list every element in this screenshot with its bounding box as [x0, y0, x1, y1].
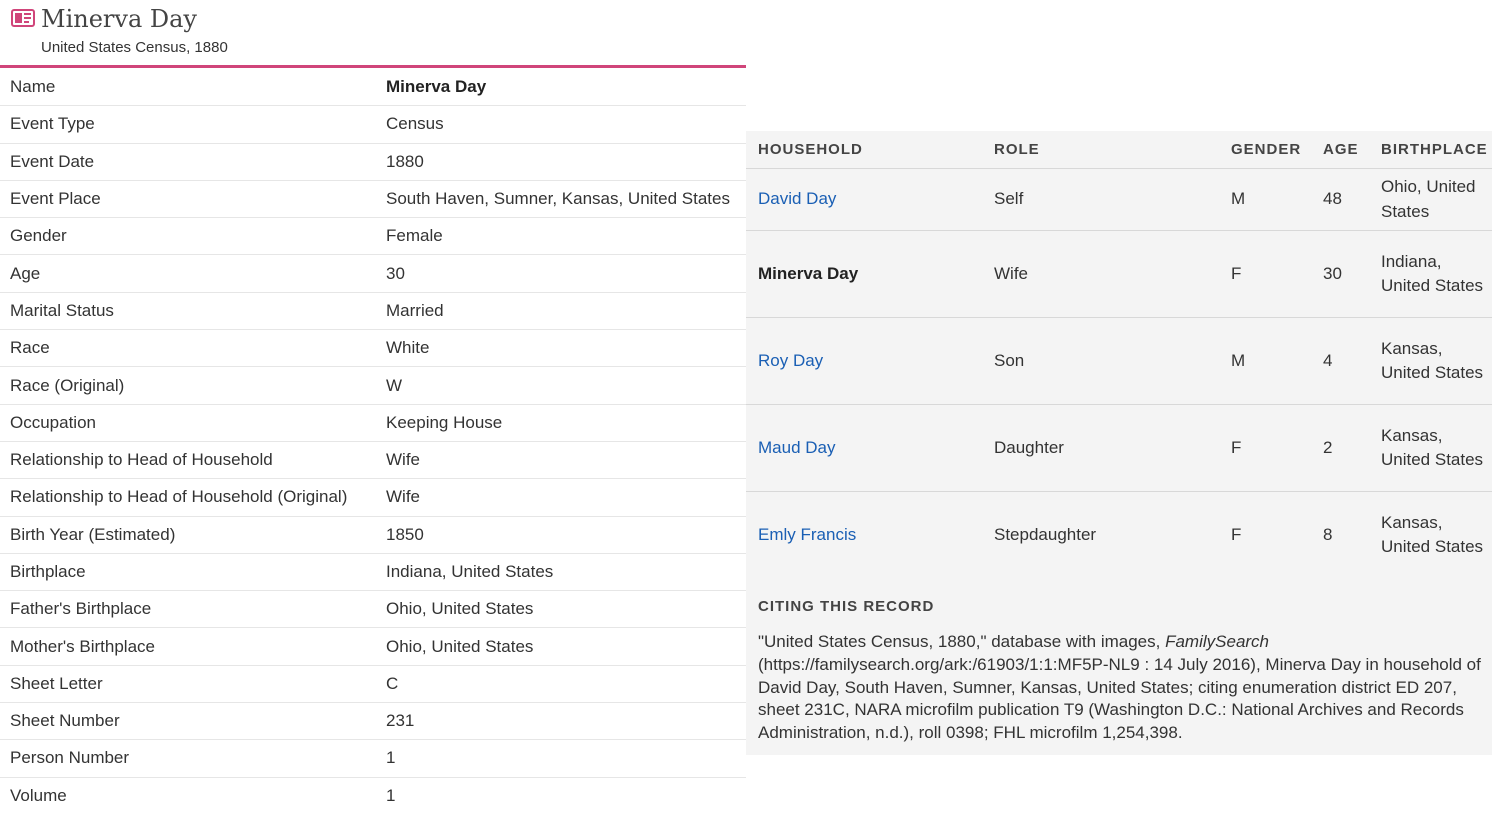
citation-text-end: (https://familysearch.org/ark:/61903/1:1:MF5P-NL9 : 14 July 2016), Minerva Day in household of David Day, South Haven, Sumner, Kansas, United States; citing enumeration district ED 207, sheet 231C, NARA microfilm publication T9 (Washington D.C.: National Archives and Records Administration, n.d.), roll 0398; FHL microfilm 1,254,398. [758, 654, 1481, 743]
fact-row-race-original [0, 367, 746, 404]
fact-label: Birth Year (Estimated) [0, 516, 376, 553]
fact-value: Female [376, 218, 746, 255]
fact-value: 30 [376, 255, 746, 292]
age-cell: 8 [1323, 524, 1333, 544]
gender-cell: M [1231, 318, 1323, 405]
fact-row-marital-status [0, 292, 746, 329]
fact-value: 1 [376, 740, 746, 777]
fact-label: Sheet Number [0, 703, 376, 740]
fact-value: 1 [386, 785, 396, 805]
fact-row-sheet-letter [0, 665, 746, 702]
birthplace-cell: Kansas, United States [1381, 512, 1484, 556]
fact-label: Relationship to Head of Household (Original) [0, 479, 376, 516]
fact-row-race [0, 330, 746, 367]
household-row [746, 318, 1492, 405]
record-facts-table [0, 69, 746, 814]
role-cell: Self [994, 169, 1231, 231]
gender-cell: F [1231, 405, 1323, 492]
fact-row-volume [0, 777, 746, 814]
age-cell: 30 [1323, 231, 1381, 318]
fact-label: Person Number [0, 740, 376, 777]
role-cell: Stepdaughter [994, 524, 1097, 544]
gender-cell: F [1231, 524, 1242, 544]
age-cell: 4 [1323, 318, 1381, 405]
person-link-maud-day[interactable]: Maud Day [758, 437, 836, 457]
citation-heading: CITING THIS RECORD [758, 598, 935, 615]
household-row [746, 492, 1492, 579]
fact-value: Ohio, United States [376, 628, 746, 665]
fact-label: Sheet Letter [0, 665, 376, 702]
birthplace-cell: Kansas, United States [1381, 318, 1492, 405]
fact-value: W [376, 367, 746, 404]
fact-label: Gender [0, 218, 376, 255]
fact-value: Ohio, United States [376, 591, 746, 628]
fact-value: 1880 [376, 143, 746, 180]
household-row [746, 169, 1492, 231]
fact-value: Wife [376, 479, 746, 516]
fact-value: South Haven, Sumner, Kansas, United States [376, 180, 746, 217]
fact-label: Father's Birthplace [0, 591, 376, 628]
collection-name: United States Census, 1880 [41, 39, 228, 56]
fact-value: Census [376, 106, 746, 143]
fact-label: Event Date [0, 143, 376, 180]
fact-label: Mother's Birthplace [0, 628, 376, 665]
record-header [0, 0, 746, 68]
column-header-gender: GENDER [1231, 131, 1323, 169]
column-header-birthplace: BIRTHPLACE [1381, 131, 1492, 169]
fact-label: Race [0, 330, 376, 367]
birthplace-cell: Ohio, United States [1381, 169, 1492, 231]
page-title: Minerva Day [41, 5, 197, 33]
fact-row-sheet-number [0, 703, 746, 740]
fact-row-fathers-birthplace [0, 591, 746, 628]
citation-source-name: FamilySearch [1165, 632, 1270, 651]
fact-value: Minerva Day [376, 69, 746, 106]
fact-row-birth-year [0, 516, 746, 553]
fact-value: Indiana, United States [376, 553, 746, 590]
birthplace-cell: Kansas, United States [1381, 405, 1492, 492]
fact-row-occupation [0, 404, 746, 441]
role-cell: Son [994, 318, 1231, 405]
fact-label: Birthplace [0, 553, 376, 590]
fact-value: C [376, 665, 746, 702]
gender-cell: M [1231, 169, 1323, 231]
fact-value: White [376, 330, 746, 367]
gender-cell: F [1231, 231, 1323, 318]
household-table [746, 131, 1492, 578]
household-panel [746, 131, 1492, 755]
age-cell: 2 [1323, 405, 1381, 492]
fact-value: 1850 [376, 516, 746, 553]
fact-row-event-date [0, 143, 746, 180]
household-row [746, 405, 1492, 492]
person-link-david-day[interactable]: David Day [758, 189, 837, 209]
fact-label: Volume [10, 785, 67, 805]
fact-label: Name [0, 69, 376, 106]
fact-label: Marital Status [0, 292, 376, 329]
fact-row-person-number [0, 740, 746, 777]
column-header-role: ROLE [994, 131, 1231, 169]
fact-label: Occupation [0, 404, 376, 441]
fact-row-gender [0, 218, 746, 255]
citation-text [758, 631, 1484, 745]
column-header-household: HOUSEHOLD [746, 131, 994, 169]
household-header-row [746, 131, 1492, 169]
role-cell: Wife [994, 231, 1231, 318]
household-row-current-person [746, 231, 1492, 318]
fact-row-name [0, 69, 746, 106]
fact-value: Married [376, 292, 746, 329]
birthplace-cell: Indiana, United States [1381, 231, 1492, 318]
record-card-icon [11, 9, 35, 27]
person-link-emly-francis[interactable]: Emly Francis [758, 524, 857, 544]
fact-label: Event Type [0, 106, 376, 143]
current-person-name: Minerva Day [758, 263, 859, 283]
fact-label: Event Place [0, 180, 376, 217]
fact-row-relationship-original [0, 479, 746, 516]
fact-row-mothers-birthplace [0, 628, 746, 665]
person-link-roy-day[interactable]: Roy Day [758, 350, 824, 370]
age-cell: 48 [1323, 169, 1381, 231]
role-cell: Daughter [994, 405, 1231, 492]
fact-value: Wife [376, 441, 746, 478]
fact-row-birthplace [0, 553, 746, 590]
fact-row-relationship [0, 441, 746, 478]
fact-label: Age [0, 255, 376, 292]
citation-text-start: "United States Census, 1880," database with images, [758, 632, 1166, 651]
fact-row-event-place [0, 180, 746, 217]
fact-row-age [0, 255, 746, 292]
fact-label: Relationship to Head of Household [0, 441, 376, 478]
fact-value: Keeping House [376, 404, 746, 441]
column-header-age: AGE [1323, 131, 1381, 169]
fact-label: Race (Original) [0, 367, 376, 404]
fact-value: 231 [376, 703, 746, 740]
fact-row-event-type [0, 106, 746, 143]
